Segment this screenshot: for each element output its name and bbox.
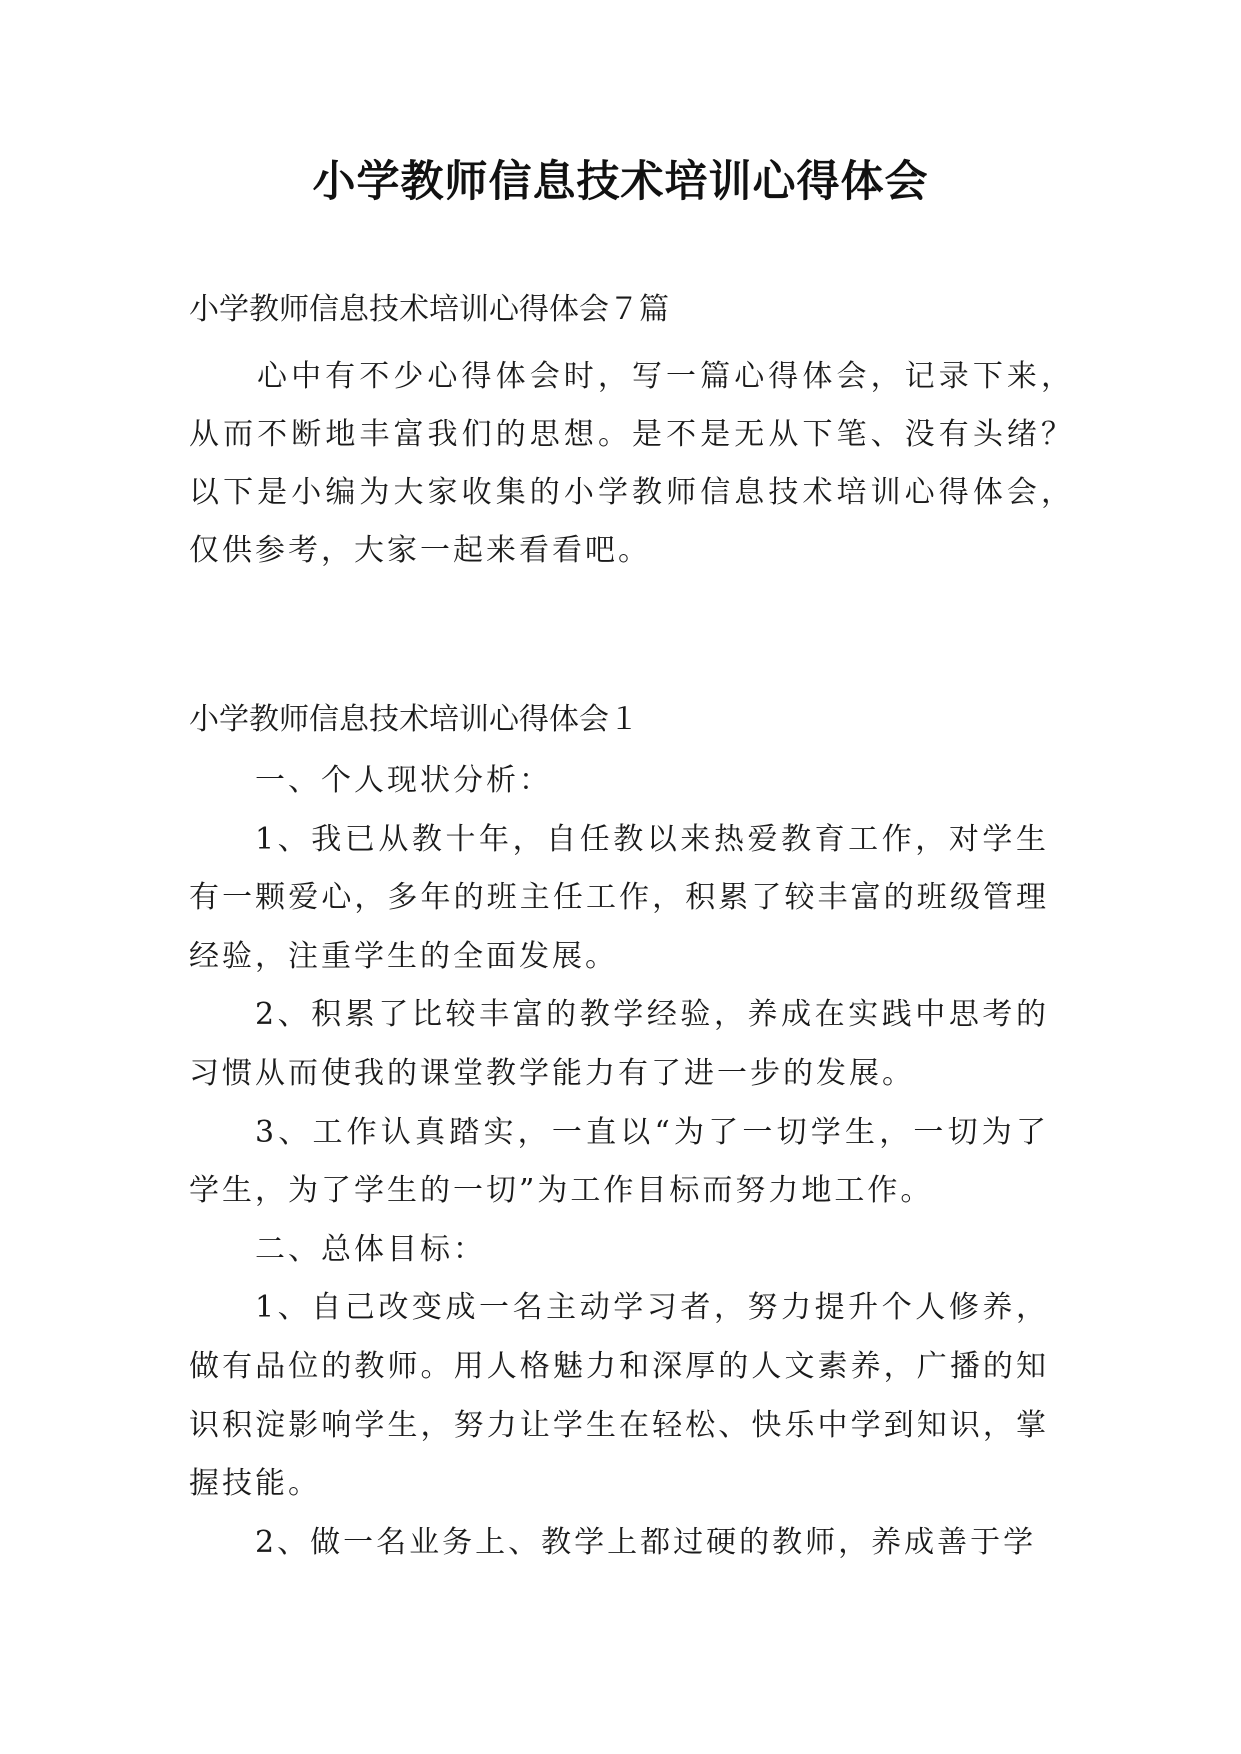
document-subtitle: 小学教师信息技术培训心得体会７篇 — [189, 292, 669, 327]
intro-paragraph: 心中有不少心得体会时，写一篇心得体会，记录下来，从而不断地丰富我们的思想。是不是无从下笔、没有头绪？以下是小编为大家收集的小学教师信息技术培训心得体会，仅供参考，大家一起来看看吧。 — [189, 359, 1074, 568]
paragraph-status-2: 2、积累了比较丰富的教学经验，养成在实践中思考的习惯从而使我的课堂教学能力有了进一步的发展。 — [189, 997, 1049, 1091]
document-title: 小学教师信息技术培训心得体会 — [312, 157, 929, 207]
paragraph-goal-1: 1、自己改变成一名主动学习者，努力提升个人修养，做有品位的教师。用人格魅力和深厚的人文素养，广播的知识积淀影响学生，努力让学生在轻松、快乐中学到知识，掌握技能。 — [189, 1290, 1049, 1502]
paragraph-goal-2: 2、做一名业务上、教学上都过硬的教师，养成善于学 — [255, 1524, 1037, 1560]
paragraph-status-1: 1、我已从教十年，自任教以来热爱教育工作，对学生有一颗爱心，多年的班主任工作，积累了较丰富的班级管理经验，注重学生的全面发展。 — [189, 821, 1049, 974]
heading-overall-goals: 二、总体目标： — [255, 1231, 486, 1267]
section-heading: 小学教师信息技术培训心得体会１ — [189, 702, 639, 737]
section-body — [189, 752, 1049, 1572]
heading-current-status: 一、个人现状分析： — [255, 763, 552, 798]
paragraph-status-3: 3、工作认真踏实，一直以“为了一切学生，一切为了学生，为了学生的一切”为工作目标而努力地工作。 — [189, 1114, 1049, 1209]
